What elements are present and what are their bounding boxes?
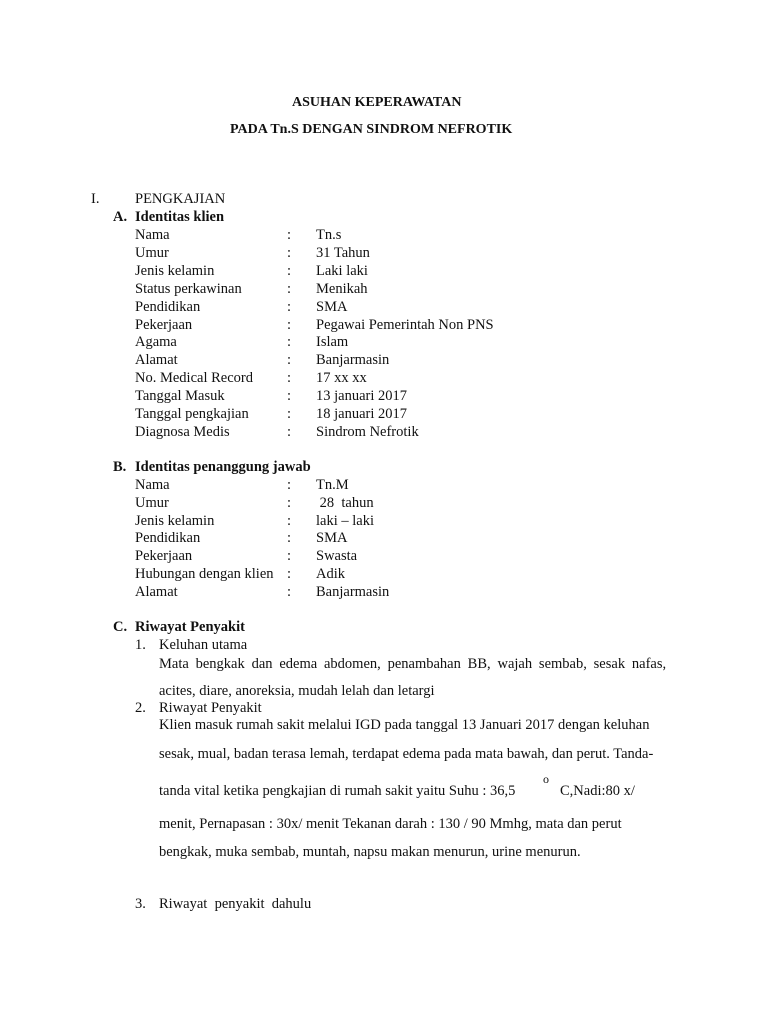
paragraph-line: C,Nadi:80 x/ <box>560 783 635 799</box>
list-number: 3. <box>135 896 146 912</box>
field-colon: : <box>287 495 292 511</box>
field-value: laki – laki <box>316 513 374 529</box>
field-value: Laki laki <box>316 263 368 279</box>
field-colon: : <box>287 477 292 493</box>
list-item-heading: Keluhan utama <box>159 637 248 653</box>
field-value: Pegawai Pemerintah Non PNS <box>316 317 494 333</box>
field-colon: : <box>287 370 292 386</box>
field-colon: : <box>287 317 292 333</box>
field-value: 17 xx xx <box>316 370 367 386</box>
field-label: Tanggal pengkajian <box>135 406 249 422</box>
field-label: Nama <box>135 227 170 243</box>
field-colon: : <box>287 388 292 404</box>
field-colon: : <box>287 245 292 261</box>
field-label: Nama <box>135 477 170 493</box>
field-colon: : <box>287 513 292 529</box>
field-value: Islam <box>316 334 349 350</box>
field-label: Jenis kelamin <box>135 263 215 279</box>
field-value: Swasta <box>316 548 358 564</box>
field-value: 13 januari 2017 <box>316 388 408 404</box>
field-colon: : <box>287 548 292 564</box>
field-label: Pekerjaan <box>135 548 193 564</box>
list-item-heading: Riwayat penyakit dahulu <box>159 896 312 912</box>
field-label: Pendidikan <box>135 530 201 546</box>
subsection-heading: Identitas penanggung jawab <box>135 459 311 475</box>
field-value: Sindrom Nefrotik <box>316 424 419 440</box>
field-colon: : <box>287 424 292 440</box>
paragraph-line: Klien masuk rumah sakit melalui IGD pada tanggal 13 Januari 2017 dengan keluhan <box>159 717 650 733</box>
field-value: Tn.M <box>316 477 349 493</box>
paragraph-line: sesak, mual, badan terasa lemah, terdapat edema pada mata bawah, dan perut. Tanda- <box>159 746 654 762</box>
field-label: Status perkawinan <box>135 281 242 297</box>
field-label: Pekerjaan <box>135 317 193 333</box>
field-colon: : <box>287 352 292 368</box>
field-value: Adik <box>316 566 345 582</box>
field-value: Banjarmasin <box>316 584 390 600</box>
subsection-letter: A. <box>113 209 128 225</box>
list-number: 2. <box>135 700 146 716</box>
paragraph-line: bengkak, muka sembab, muntah, napsu makan menurun, urine menurun. <box>159 844 581 860</box>
field-colon: : <box>287 227 292 243</box>
field-colon: : <box>287 406 292 422</box>
field-colon: : <box>287 334 292 350</box>
field-value: 28 tahun <box>316 495 374 511</box>
field-label: Alamat <box>135 352 178 368</box>
subsection-letter: B. <box>113 459 127 475</box>
field-label: No. Medical Record <box>135 370 253 386</box>
field-label: Agama <box>135 334 177 350</box>
paragraph-line: acites, diare, anoreksia, mudah lelah dan letargi <box>159 683 435 699</box>
field-label: Hubungan dengan klien <box>135 566 274 582</box>
field-label: Umur <box>135 245 169 261</box>
document-subtitle: PADA Tn.S DENGAN SINDROM NEFROTIK <box>230 122 513 137</box>
subsection-heading: Identitas klien <box>135 209 225 225</box>
field-value: 18 januari 2017 <box>316 406 408 422</box>
field-value: Tn.s <box>316 227 342 243</box>
field-colon: : <box>287 299 292 315</box>
field-label: Alamat <box>135 584 178 600</box>
paragraph-line: tanda vital ketika pengkajian di rumah sakit yaitu Suhu : 36,5 <box>159 783 516 799</box>
subsection-letter: C. <box>113 619 128 635</box>
document-title: ASUHAN KEPERAWATAN <box>292 95 462 110</box>
field-colon: : <box>287 263 292 279</box>
list-number: 1. <box>135 637 146 653</box>
list-item-heading: Riwayat Penyakit <box>159 700 262 716</box>
field-value: 31 Tahun <box>316 245 370 261</box>
field-colon: : <box>287 566 292 582</box>
section-number: I. <box>91 191 100 207</box>
section-heading: PENGKAJIAN <box>135 191 226 207</box>
field-label: Tanggal Masuk <box>135 388 225 404</box>
field-label: Diagnosa Medis <box>135 424 230 440</box>
field-value: Menikah <box>316 281 368 297</box>
field-value: Banjarmasin <box>316 352 390 368</box>
paragraph-line: Mata bengkak dan edema abdomen, penambahan BB, wajah sembab, sesak nafas, <box>159 656 667 672</box>
field-colon: : <box>287 584 292 600</box>
field-colon: : <box>287 530 292 546</box>
subsection-heading: Riwayat Penyakit <box>135 619 245 635</box>
field-label: Jenis kelamin <box>135 513 215 529</box>
field-colon: : <box>287 281 292 297</box>
degree-symbol: o <box>543 772 549 786</box>
field-value: SMA <box>316 299 348 315</box>
field-label: Umur <box>135 495 169 511</box>
field-label: Pendidikan <box>135 299 201 315</box>
field-value: SMA <box>316 530 348 546</box>
paragraph-line: menit, Pernapasan : 30x/ menit Tekanan darah : 130 / 90 Mmhg, mata dan perut <box>159 816 622 832</box>
